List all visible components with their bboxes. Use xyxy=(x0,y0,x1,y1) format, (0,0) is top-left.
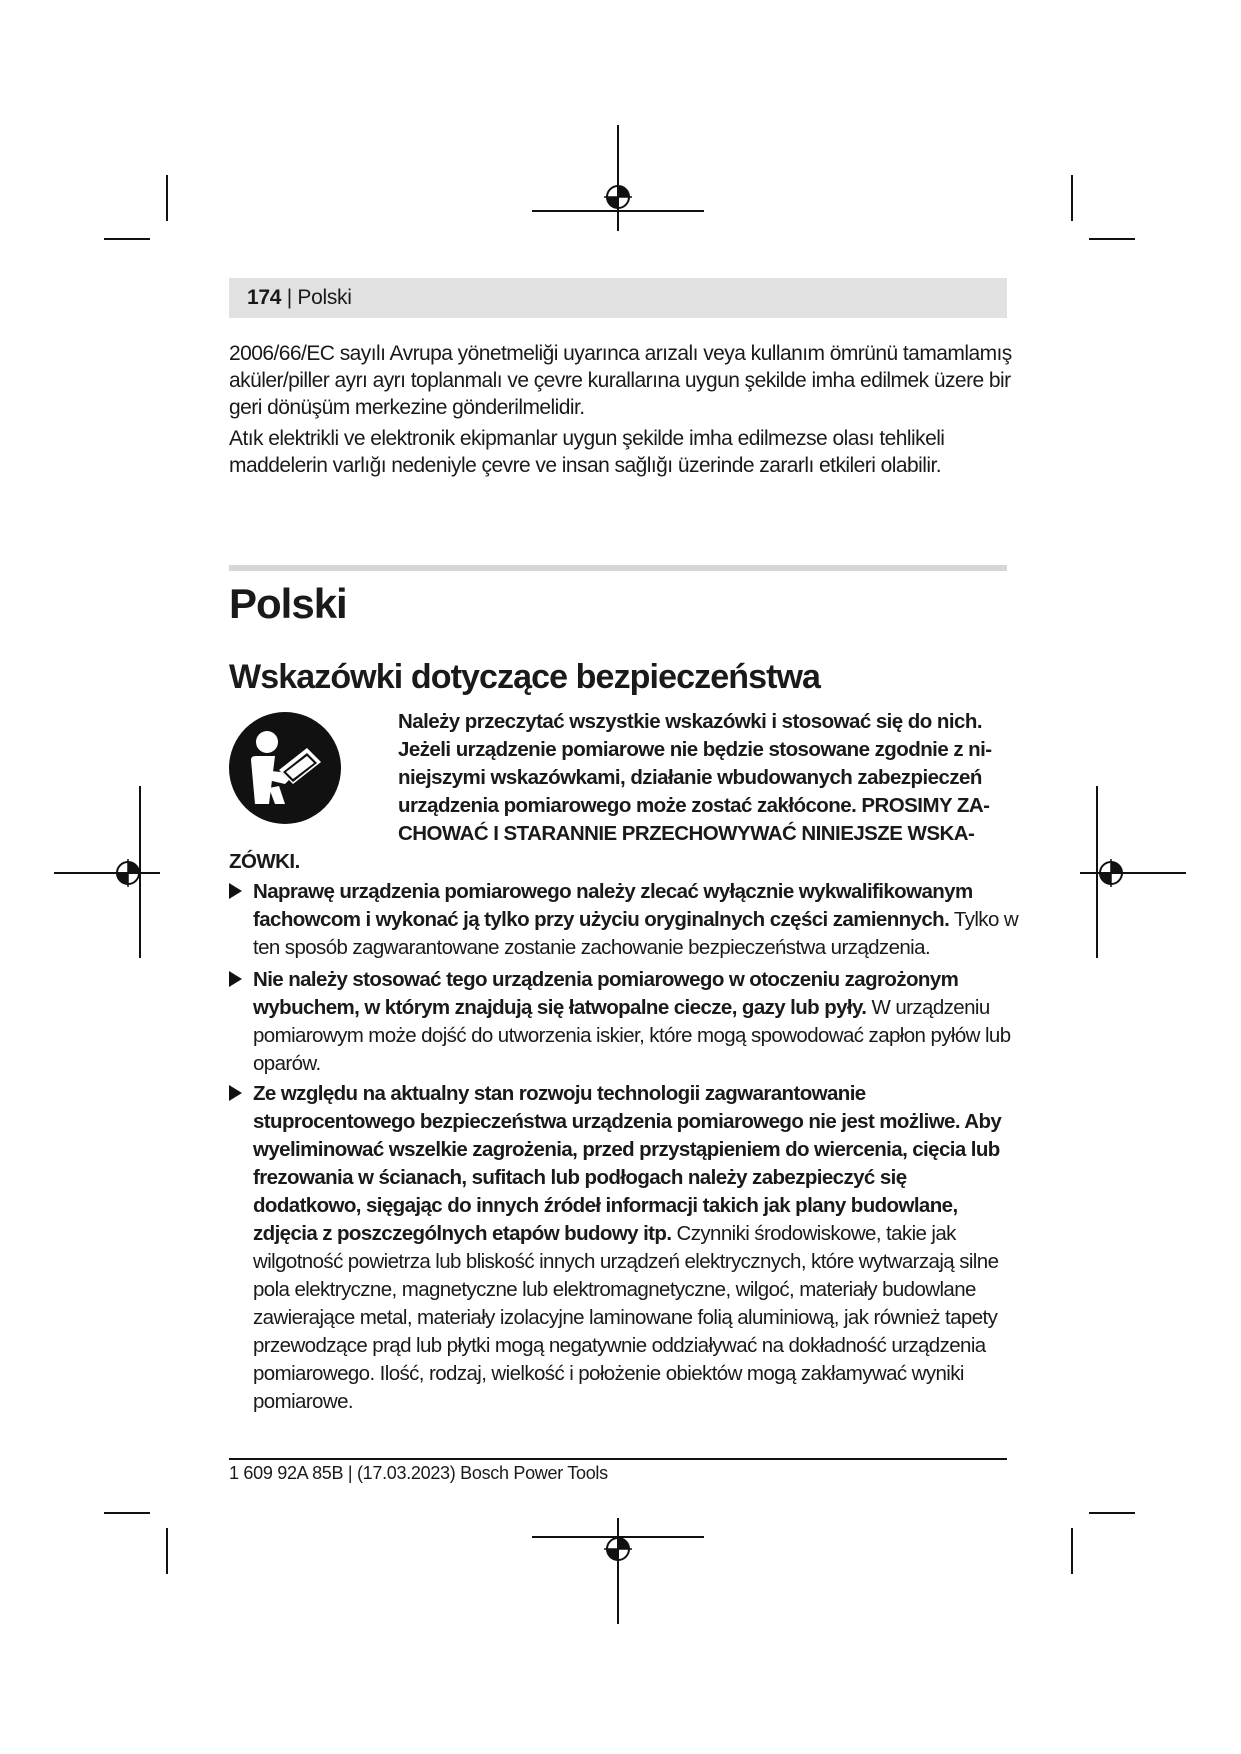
page-number: 174 xyxy=(247,286,282,309)
warning-line: niejszymi wskazówkami, działanie wbudowanych zabezpieczeń xyxy=(398,766,982,789)
crop-mark xyxy=(1071,1528,1073,1574)
warning-line: Jeżeli urządzenie pomiarowe nie będzie stosowane zgodnie z ni- xyxy=(398,738,992,761)
bullet-text xyxy=(253,966,1019,1078)
crop-mark xyxy=(104,238,150,240)
registration-target-icon xyxy=(604,1535,632,1563)
footer-rule xyxy=(229,1458,1007,1460)
page-footer: 1 609 92A 85B | (17.03.2023) Bosch Power Tools xyxy=(229,1463,608,1483)
bullet-bold-text: Nie należy stosować tego urządzenia pomiarowego w otoczeniu zagrożonym wybuchem, w którym znajdują się łatwopalne ciecze, gazy lub pyły. xyxy=(253,968,959,1019)
bullet-bold-text: Naprawę urządzenia pomiarowego należy zlecać wyłącznie wykwalifikowanym fachowcom i wykonać ją tylko przy użyciu oryginalnych części zamiennych. xyxy=(253,880,973,931)
section-title: Polski xyxy=(229,580,347,627)
bullet-bold-text: Ze względu na aktualny stan rozwoju technologii zagwarantowanie stuprocentowego bezpieczeństwa urządzenia pomiarowego nie jest możliwe. Aby wyeliminować wszelkie zagrożenia, przed przystąpieniem do wiercenia, cięcia lub frezowania w ścianach, sufitach lub podłogach należy zabezpieczyć się dodatkowo, sięgając do innych źródeł informacji takich jak plany budowlane, zdjęcia z poszczególnych etapów budowy itp. xyxy=(253,1082,1002,1245)
header-section: Polski xyxy=(297,286,352,309)
registration-target-icon xyxy=(1097,859,1125,887)
registration-line xyxy=(54,872,160,874)
crop-mark xyxy=(1071,175,1073,221)
read-manual-icon xyxy=(229,712,341,824)
safety-heading: Wskazówki dotyczące bezpieczeństwa xyxy=(229,658,821,696)
registration-line xyxy=(1080,872,1186,874)
bullet-arrow-icon xyxy=(229,971,242,987)
crop-mark xyxy=(166,175,168,221)
warning-line: CHOWAĆ I STARANNIE PRZECHOWYWAĆ NINIEJSZE WSKA- xyxy=(398,822,975,845)
crop-mark xyxy=(1089,1512,1135,1514)
registration-line xyxy=(617,1518,619,1624)
crop-mark xyxy=(104,1512,150,1514)
registration-target-icon xyxy=(114,859,142,887)
bullet-text xyxy=(253,878,1019,962)
warning-line: Należy przeczytać wszystkie wskazówki i stosować się do nich. xyxy=(398,710,982,733)
intro-paragraph-2: Atık elektrikli ve elektronik ekipmanlar uygun şekilde imha edilmezse olası tehlikeli maddelerin varlığı nedeniyle çevre ve insan sağlığı üzerinde zararlı etkileri olabilir. xyxy=(229,427,945,477)
section-divider xyxy=(229,565,1007,571)
warning-tail: ZÓWKI. xyxy=(229,850,300,873)
warning-line: urządzenia pomiarowego może zostać zakłócone. PROSIMY ZA- xyxy=(398,794,990,817)
bullet-arrow-icon xyxy=(229,883,242,899)
bullet-normal-text: Czynniki środowiskowe, takie jak wilgotność powietrza lub bliskość innych urządzeń elektrycznych, które wytwarzają silne pola elektryczne, magnetyczne lub elektromagnetyczne, wilgoć, materiały budowlane zawierające metal, materiały izolacyjne laminowane folią aluminiową, jak również tapety przewodzące prąd lub płytki mogą negatywnie oddziaływać na dokładność urządzenia pomiarowego. Ilość, rodzaj, wielkość i położenie obiektów mogą zakłamywać wyniki pomiarowe. xyxy=(253,1222,999,1413)
crop-mark xyxy=(1089,238,1135,240)
bullet-normal-text: Tylko w ten sposób zagwarantowane zostanie zachowanie bezpieczeństwa urządzenia. xyxy=(253,908,1019,959)
header-separator: | xyxy=(286,286,292,309)
intro-paragraph-1: 2006/66/EC sayılı Avrupa yönetmeliği uyarınca arızalı veya kullanım ömrünü tamamlamış aküler/piller ayrı ayrı toplanmalı ve çevre kurallarına uygun şekilde imha edilmek üzere bir geri dönüşüm merkezine gönderilmelidir. xyxy=(229,342,1012,419)
bullet-arrow-icon xyxy=(229,1085,242,1101)
page-header xyxy=(229,278,1007,318)
registration-line xyxy=(617,125,619,231)
bullet-text xyxy=(253,1080,1019,1416)
bullet-normal-text: W urządzeniu pomiarowym może dojść do utworzenia iskier, które mogą spowodować zapłon pyłów lub oparów. xyxy=(253,996,1011,1075)
safety-warning xyxy=(398,708,1018,848)
registration-target-icon xyxy=(604,183,632,211)
page-header-text xyxy=(247,286,352,310)
crop-mark xyxy=(166,1528,168,1574)
